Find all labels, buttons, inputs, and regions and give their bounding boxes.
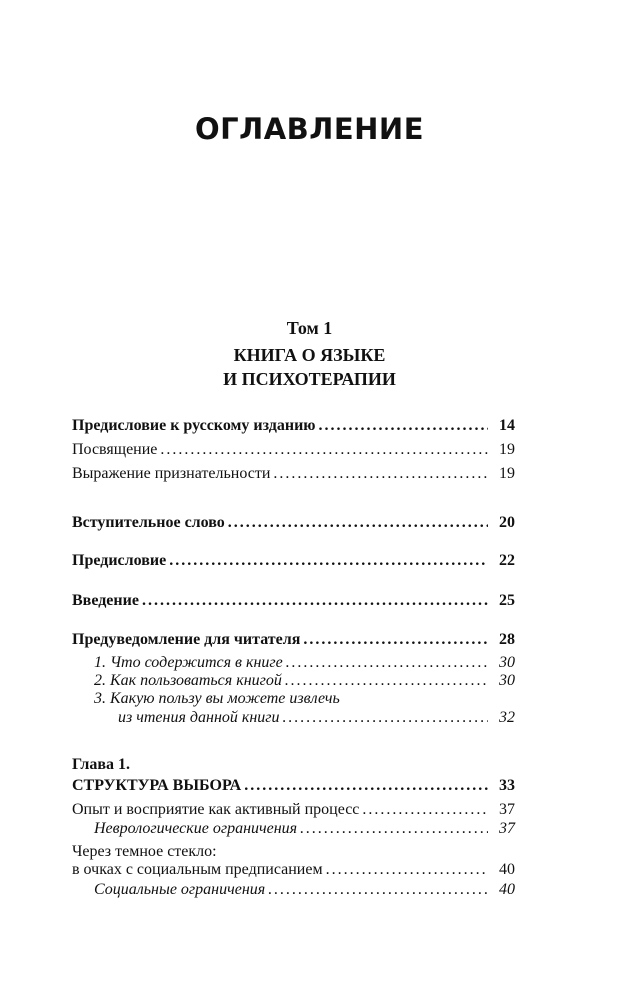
leader-dots [160, 439, 488, 461]
page-number: 32 [499, 709, 515, 726]
page-number: 25 [499, 592, 515, 609]
toc-subentry-line1: 3. Какую пользу вы можете извлечь [94, 690, 340, 707]
toc-entry-line1: Через темное стекло: [72, 843, 217, 860]
volume-title-line2: И ПСИХОТЕРАПИИ [223, 369, 396, 389]
toc-entry: Вступительное слово ..... 20 [72, 512, 515, 534]
page-number: 20 [499, 514, 515, 531]
page-number: 28 [499, 631, 515, 648]
toc-subentry: 2. Как пользоваться книгой ..... 30 [94, 670, 515, 692]
toc-entry: СТРУКТУРА ВЫБОРА ..... 33 [72, 775, 515, 797]
page-number: 37 [499, 801, 515, 818]
leader-dots [244, 775, 488, 797]
volume-title-line1: КНИГА О ЯЗЫКЕ [233, 345, 386, 365]
page-number: 14 [499, 417, 515, 434]
toc-entry: в очках с социальным предписанием ..... 40 [72, 859, 515, 881]
volume-heading [0, 316, 619, 391]
toc-entry: Предуведомление для читателя ..... 28 [72, 629, 515, 651]
toc-entry: Посвящение ..... 19 [72, 439, 515, 461]
leader-dots [300, 818, 488, 840]
chapter-label: Глава 1. [72, 756, 130, 773]
volume-label: Том 1 [286, 318, 333, 338]
page-number: 19 [499, 441, 515, 458]
toc-entry: Выражение признательности ..... 19 [72, 463, 515, 485]
page-number: 30 [499, 654, 515, 671]
page-number: 33 [499, 777, 515, 794]
leader-dots [273, 463, 488, 485]
toc-subentry: Социальные ограничения ..... 40 [94, 879, 515, 901]
page-number: 40 [499, 881, 515, 898]
leader-dots [142, 590, 488, 612]
toc-entry: Предисловие к русскому изданию ..... 14 [72, 415, 515, 437]
leader-dots [169, 550, 488, 572]
page-number: 22 [499, 552, 515, 569]
toc-entry: Предисловие ..... 22 [72, 550, 515, 572]
leader-dots [303, 629, 488, 651]
leader-dots [319, 415, 488, 437]
toc-subentry: 1. Что содержится в книге ..... 30 [94, 652, 515, 674]
leader-dots [326, 859, 488, 881]
toc-subentry: Неврологические ограничения ..... 37 [94, 818, 515, 840]
toc-entry: Опыт и восприятие как активный процесс ..... 37 [72, 799, 515, 821]
page-number: 19 [499, 465, 515, 482]
page-number: 30 [499, 672, 515, 689]
page-title: ОГЛАВЛЕНИЕ [194, 112, 424, 146]
leader-dots [228, 512, 488, 534]
toc-subentry: из чтения данной книги ..... 32 [118, 707, 515, 729]
leader-dots [283, 707, 488, 729]
page-number: 37 [499, 820, 515, 837]
page-number: 40 [499, 861, 515, 878]
toc-entry: Введение ..... 25 [72, 590, 515, 612]
leader-dots [268, 879, 488, 901]
